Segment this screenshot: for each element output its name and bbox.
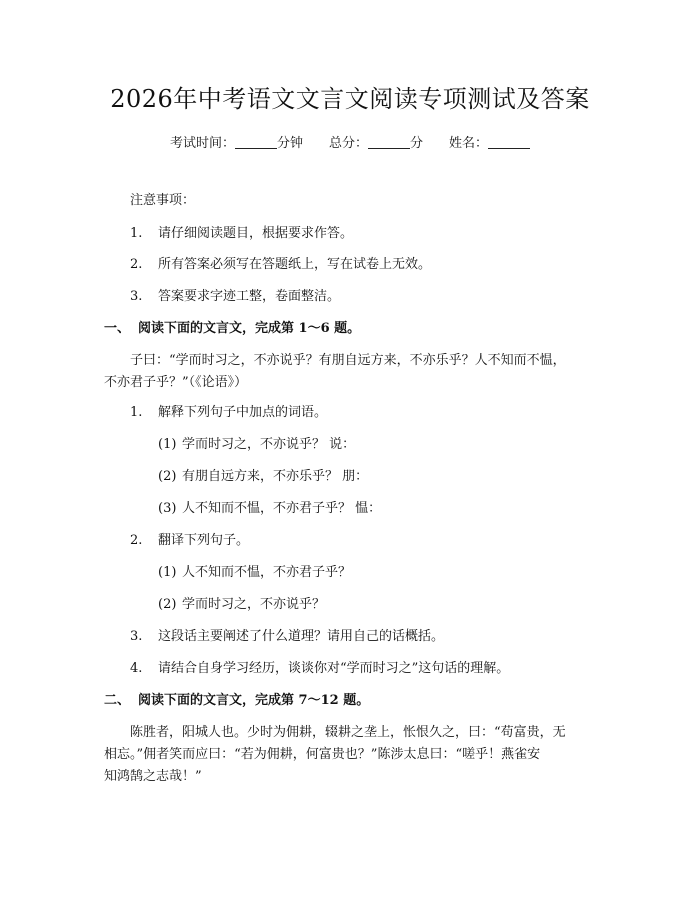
section-2-heading: 二、 阅读下面的文言文，完成第 7～12 题。 [104,693,370,708]
notes-item: 2. 所有答案必须写在答题纸上，写在试卷上无效。 [130,257,432,272]
page-title: 2026年中考语文文言文阅读专项测试及答案 [110,85,590,113]
notes-item: 1. 请仔细阅读题目，根据要求作答。 [130,226,354,241]
exam-info-line [0,132,700,151]
question-1-sub: (1) 学而时习之，不亦说乎？ 说： [158,437,356,452]
notes-heading: 注意事项： [130,193,196,208]
section-2-passage: 陈胜者，阳城人也。少时为佣耕，辍耕之垄上，怅恨久之，曰：“苟富贵，无 [130,725,566,740]
question-3: 3. 这段话主要阐述了什么道理？请用自己的话概括。 [130,629,445,644]
question-4: 4. 请结合自身学习经历，谈谈你对“学而时习之”这句话的理解。 [130,661,510,676]
section-1-passage: 子曰：“学而时习之，不亦说乎？有朋自远方来，不亦乐乎？人不知而不愠， [130,353,566,368]
section-2-passage: 知鸿鹄之志哉！” [104,769,202,784]
question-1-sub: (2) 有朋自远方来，不亦乐乎？ 朋： [158,469,369,484]
section-1-heading: 一、 阅读下面的文言文，完成第 1～6 题。 [104,321,361,336]
section-2-passage: 相忘。”佣者笑而应曰：“若为佣耕，何富贵也？”陈涉太息曰：“嗟乎！燕雀安 [104,747,541,762]
name-blank [488,148,530,149]
time-unit: 分钟 [276,136,303,151]
question-2-sub: (2) 学而时习之，不亦说乎？ [158,597,326,612]
time-label: 考试时间： [169,136,235,151]
name-label: 姓名： [449,136,489,151]
question-2: 2. 翻译下列句子。 [130,533,250,548]
notes-item: 3. 答案要求字迹工整，卷面整洁。 [130,289,341,304]
question-2-sub: (1) 人不知而不愠，不亦君子乎？ [158,565,352,580]
score-unit: 分 [410,136,424,151]
score-blank [368,148,410,149]
score-label: 总分： [328,136,368,151]
question-1: 1. 解释下列句子中加点的词语。 [130,405,328,420]
time-blank [235,148,277,149]
section-1-passage: 不亦君子乎？”（《论语》） [104,375,248,390]
question-1-sub: (3) 人不知而不愠，不亦君子乎？ 愠： [158,501,382,516]
